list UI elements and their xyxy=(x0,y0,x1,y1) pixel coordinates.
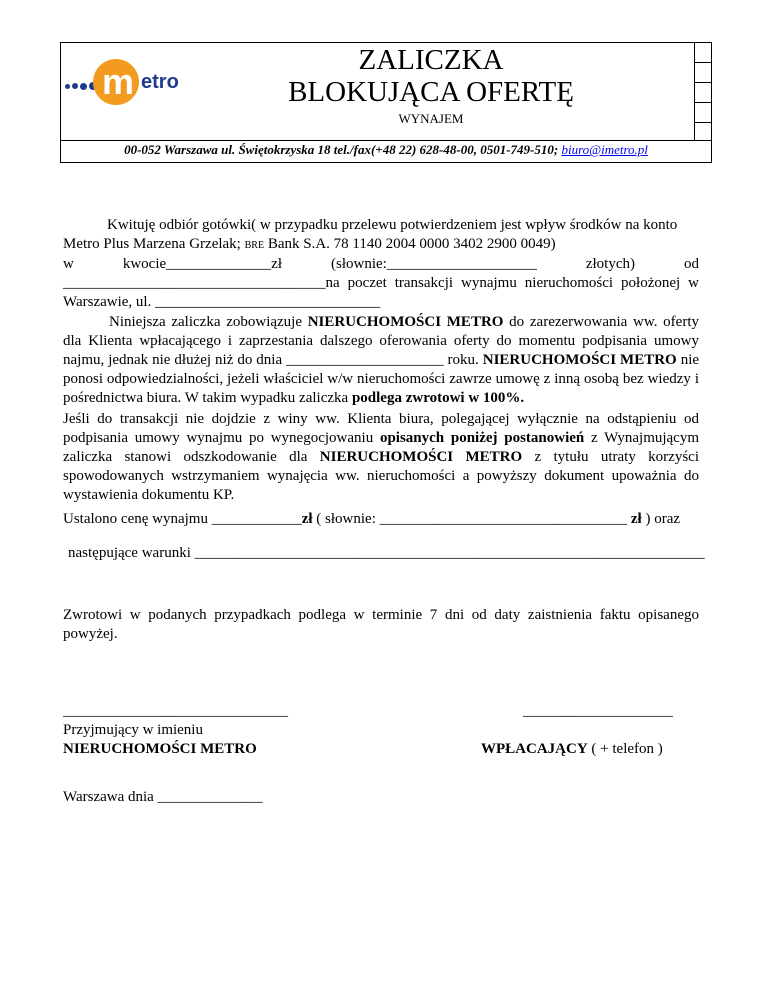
payer-label: WPŁACAJĄCY ( + telefon ) xyxy=(481,741,663,757)
receiver-label: Przyjmujący w imieniu xyxy=(63,722,203,738)
refund-paragraph: Zwrotowi w podanych przypadkach podlega w terminie 7 dni od daty zaistnienia faktu opisanego powyżej. xyxy=(63,607,699,642)
address-text: 00-052 Warszawa ul. Świętokrzyska 18 tel./fax(+48 22) 628-48-00, 0501-749-510; xyxy=(124,142,559,157)
contact-address xyxy=(61,142,711,158)
receiver-signature-line: ______________________________ xyxy=(63,703,288,719)
bank-prefix: BRE xyxy=(244,240,265,251)
receipt-line-1: Kwituję odbiór gotówki( w przypadku przelewu potwierdzeniem jest wpływ środków na konto xyxy=(107,217,678,233)
header-divider xyxy=(61,140,711,141)
email-link[interactable]: biuro@imetro.pl xyxy=(561,142,648,157)
header-side-cells xyxy=(694,43,711,140)
logo-letter: m xyxy=(102,61,135,102)
metro-logo xyxy=(65,57,180,113)
subtitle: WYNAJEM xyxy=(398,111,464,126)
logo-circle-icon xyxy=(93,59,139,105)
price-line: Ustalono cenę wynajmu ____________zł ( słownie: _________________________________ zł ) oraz xyxy=(63,511,681,527)
receiver-company: NIERUCHOMOŚCI METRO xyxy=(63,741,257,757)
document-header xyxy=(60,42,712,163)
title-line-1: ZALICZKA xyxy=(358,44,504,76)
compensation-paragraph: Jeśli do transakcji nie dojdzie z winy ww. Klienta biura, polegającej wyłącznie na odstąpieniu od podpisania umowy wynajmu po wynegocjowaniu opisanych poniżej postanowień z Wynajmującym zaliczka stanowi odszkodowanie dla NIERUCHOMOŚCI METRO z tytułu utraty korzyści spowodowanych wstrzymaniem wynajęcia ww. nieruchomości a powyższy dokument upoważnia do wystawienia dokumentu KP. xyxy=(63,411,700,503)
reservation-paragraph: Niniejsza zaliczka zobowiązuje NIERUCHOMOŚCI METRO do zarezerwowania ww. oferty dla Klienta wpłacającego i zaprzestania dalszego oferowania oferty do momentu podpisania umowy najmu, jednak nie dłużej niż do dnia _____________________ roku. NIERUCHOMOŚCI METRO nie ponosi odpowiedzialności, jeżeli właściciel w/w nieruchomości zawrze umowę z inną osobą bez wiedzy i pośrednictwa biura. W takim wypadku zaliczka podlega zwrotowi w 100%. xyxy=(63,314,700,406)
logo-text: etro xyxy=(141,71,179,93)
receipt-paragraph xyxy=(63,216,699,312)
receipt-line-2: Metro Plus Marzena Grzelak; BRE Bank S.A. 78 1140 2004 0000 3402 2900 0049) xyxy=(63,236,556,252)
receipt-line-5: Warszawie, ul. ______________________________ xyxy=(63,294,381,310)
receipt-line-4: ___________________________________na poczet transakcji wynajmu nieruchomości położonej w xyxy=(63,275,699,291)
title-line-2: BLOKUJĄCA OFERTĘ xyxy=(288,76,574,108)
payer-signature-line: ____________________ xyxy=(523,703,673,719)
conditions-line: następujące warunki ____________________________________________________________________ xyxy=(68,545,705,561)
receipt-line-3: w kwocie______________zł (słownie:____________________ złotych) od xyxy=(63,256,699,272)
date-line: Warszawa dnia ______________ xyxy=(63,789,263,805)
